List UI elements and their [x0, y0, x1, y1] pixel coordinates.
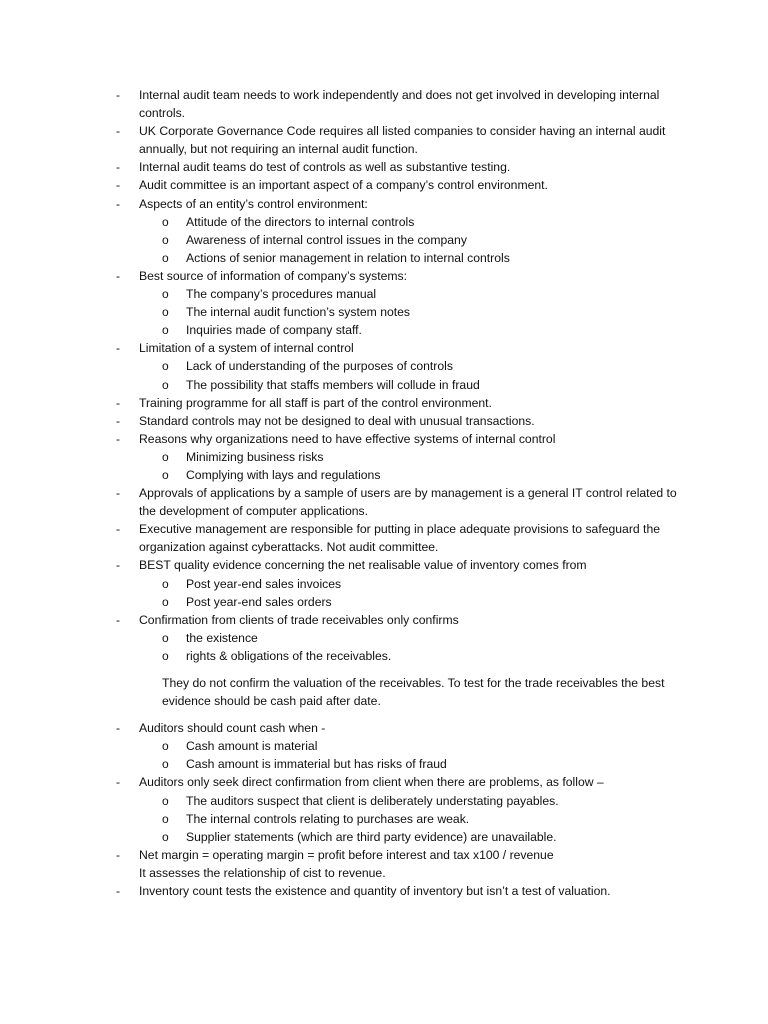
list-item-text: Standard controls may not be designed to deal with unusual transactions.: [139, 413, 535, 428]
sub-item-text: rights & obligations of the receivables.: [186, 648, 392, 663]
list-item-text: Approvals of applications by a sample of users are by management is a general IT control related to the development of computer applications.: [139, 486, 677, 519]
sub-list: [116, 792, 696, 846]
dash-bullet: -: [116, 124, 121, 139]
dash-bullet: -: [116, 413, 121, 428]
circle-bullet: o: [162, 232, 169, 247]
circle-bullet: o: [162, 630, 169, 645]
sub-list: [116, 737, 696, 773]
dash-bullet: -: [116, 88, 121, 102]
sub-item-text: The auditors suspect that client is deliberately understating payables.: [186, 793, 559, 808]
sub-list-item: [116, 629, 696, 647]
circle-bullet: o: [162, 214, 169, 229]
list-item-text: Confirmation from clients of trade receivables only confirms: [139, 612, 459, 627]
sub-list-item: [116, 213, 696, 231]
list-item: [116, 556, 696, 574]
sub-list-item: [116, 755, 696, 773]
dash-bullet: -: [116, 775, 121, 790]
sub-item-text: Post year-end sales invoices: [186, 576, 342, 591]
sub-item-text: Attitude of the directors to internal controls: [186, 214, 415, 229]
sub-list-item: [116, 593, 696, 611]
list-item-text: Internal audit teams do test of controls as well as substantive testing.: [139, 160, 511, 175]
list-item: [116, 484, 696, 520]
list-item-text: Best source of information of company’s systems:: [139, 268, 408, 283]
circle-bullet: o: [162, 757, 169, 772]
sub-list: [116, 357, 696, 393]
dash-bullet: -: [116, 431, 121, 446]
sub-item-text: Minimizing business risks: [186, 449, 324, 464]
sub-item-text: Post year-end sales orders: [186, 594, 332, 609]
sub-list-item: [116, 376, 696, 394]
sub-list-item: [116, 575, 696, 593]
list-item: [116, 846, 696, 882]
sub-list: [116, 575, 696, 611]
list-item-text: Internal audit team needs to work independently and does not get involved in developing internal controls.: [139, 88, 660, 121]
circle-bullet: o: [162, 250, 169, 265]
sub-list-item: [116, 466, 696, 484]
circle-bullet: o: [162, 359, 169, 374]
list-item-text: Training programme for all staff is part of the control environment.: [139, 395, 492, 410]
list-item-text: UK Corporate Governance Code requires all listed companies to consider having an internal audit annually, but not requiring an internal audit function.: [139, 124, 666, 157]
sub-list-item: [116, 828, 696, 846]
list-item: [116, 430, 696, 448]
sub-list: [116, 213, 696, 267]
sub-item-text: Awareness of internal control issues in the company: [186, 232, 467, 247]
sub-list-item: [116, 647, 696, 665]
list-item: [116, 176, 696, 194]
list-item: [116, 394, 696, 412]
circle-bullet: o: [162, 287, 169, 302]
circle-bullet: o: [162, 449, 169, 464]
note-paragraph: They do not confirm the valuation of the receivables. To test for the trade receivables the best evidence should be cash paid after date.: [162, 676, 665, 709]
circle-bullet: o: [162, 829, 169, 844]
sub-item-text: Actions of senior management in relation to internal controls: [186, 250, 510, 265]
sub-item-text: Cash amount is material: [186, 739, 318, 754]
dash-bullet: -: [116, 196, 121, 211]
list-item: [116, 267, 696, 285]
circle-bullet: o: [162, 793, 169, 808]
sub-list-item: [116, 357, 696, 375]
sub-item-text: Supplier statements (which are third party evidence) are unavailable.: [186, 829, 557, 844]
dash-bullet: -: [116, 268, 121, 283]
dash-bullet: -: [116, 558, 121, 573]
circle-bullet: o: [162, 323, 169, 338]
circle-bullet: o: [162, 576, 169, 591]
list-item: [116, 86, 696, 122]
dash-bullet: -: [116, 522, 121, 537]
list-item: [116, 882, 696, 900]
sub-list-item: [116, 737, 696, 755]
dash-bullet: -: [116, 486, 121, 501]
sub-item-text: Inquiries made of company staff.: [186, 323, 362, 338]
sub-list-item: [116, 792, 696, 810]
circle-bullet: o: [162, 648, 169, 663]
dash-bullet: -: [116, 160, 121, 175]
list-item-text: Audit committee is an important aspect of a company’s control environment.: [139, 178, 548, 193]
list-item: [116, 339, 696, 357]
circle-bullet: o: [162, 377, 169, 392]
list-item-text: Limitation of a system of internal control: [139, 341, 354, 356]
sub-item-text: Complying with lays and regulations: [186, 467, 381, 482]
list-item: [116, 122, 696, 158]
list-item: [116, 158, 696, 176]
dash-bullet: -: [116, 178, 121, 193]
sub-item-text: Lack of understanding of the purposes of controls: [186, 359, 453, 374]
list-item: [116, 719, 696, 737]
dash-bullet: -: [116, 847, 121, 862]
sub-item-text: Cash amount is immaterial but has risks of fraud: [186, 757, 447, 772]
sub-item-text: The internal audit function’s system notes: [186, 305, 411, 320]
sub-list-item: [116, 321, 696, 339]
circle-bullet: o: [162, 594, 169, 609]
circle-bullet: o: [162, 305, 169, 320]
sub-list-item: [116, 303, 696, 321]
circle-bullet: o: [162, 811, 169, 826]
list-item-text: Executive management are responsible for putting in place adequate provisions to safeguard the organization against cyberattacks. Not audit committee.: [139, 522, 661, 555]
dash-bullet: -: [116, 341, 121, 356]
sub-list-item: [116, 448, 696, 466]
dash-bullet: -: [116, 395, 121, 410]
sub-list: [116, 448, 696, 484]
list-item-text: BEST quality evidence concerning the net realisable value of inventory comes from: [139, 558, 587, 573]
circle-bullet: o: [162, 739, 169, 754]
dash-bullet: -: [116, 721, 121, 736]
list-item: [116, 520, 696, 556]
list-item-continuation: It assesses the relationship of cist to revenue.: [139, 865, 386, 880]
sub-item-text: The possibility that staffs members will collude in fraud: [186, 377, 480, 392]
sub-list-item: [116, 231, 696, 249]
sub-list-item: [116, 249, 696, 267]
bullet-list: [116, 86, 696, 900]
list-item-text: Auditors only seek direct confirmation from client when there are problems, as follow –: [139, 775, 604, 790]
sub-item-text: The company’s procedures manual: [186, 287, 377, 302]
sub-list-item: [116, 810, 696, 828]
list-item-text: Inventory count tests the existence and quantity of inventory but isn’t a test of valuation.: [139, 884, 611, 899]
dash-bullet: -: [116, 612, 121, 627]
list-item-text: Net margin = operating margin = profit before interest and tax x100 / revenue: [139, 847, 554, 862]
circle-bullet: o: [162, 467, 169, 482]
sub-list-item: [116, 285, 696, 303]
list-item: [116, 773, 696, 791]
list-item-text: Reasons why organizations need to have effective systems of internal control: [139, 431, 556, 446]
sub-list: [116, 629, 696, 665]
sub-list: [116, 285, 696, 339]
list-item: [116, 412, 696, 430]
list-item-text: Aspects of an entity’s control environment:: [139, 196, 368, 211]
sub-item-text: the existence: [186, 630, 258, 645]
sub-item-text: The internal controls relating to purchases are weak.: [186, 811, 470, 826]
dash-bullet: -: [116, 884, 121, 899]
list-item: [116, 195, 696, 213]
list-item: [116, 611, 696, 629]
list-item-text: Auditors should count cash when -: [139, 721, 326, 736]
